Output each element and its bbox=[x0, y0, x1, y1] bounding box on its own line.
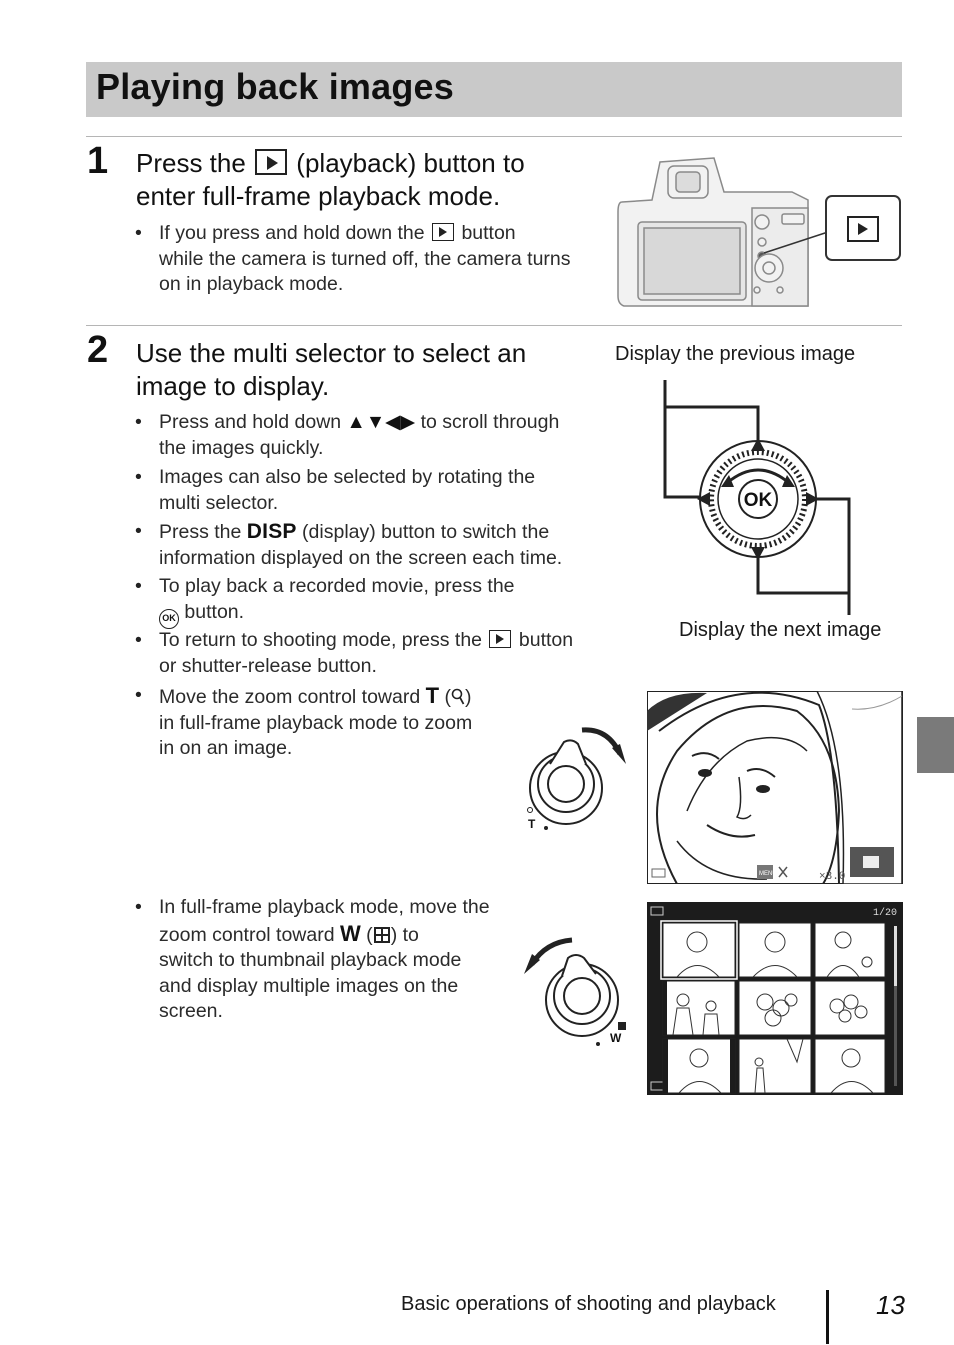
step2-bullet-return bbox=[159, 628, 599, 679]
page-title: Playing back images bbox=[96, 66, 454, 107]
thumbnail-grid-icon bbox=[373, 926, 391, 944]
tele-t-label: T bbox=[425, 683, 440, 708]
step1-bullet bbox=[159, 221, 599, 298]
playback-icon bbox=[432, 223, 454, 241]
image-counter: 1/20 bbox=[873, 908, 898, 919]
zoom-lever-wide-illustration bbox=[520, 932, 630, 1050]
step1-heading bbox=[136, 147, 525, 213]
b7-line5: screen. bbox=[159, 1000, 223, 1022]
b7-line3: switch to thumbnail playback mode bbox=[159, 949, 462, 971]
b7-part2: to bbox=[402, 923, 419, 946]
b3-part2: (display) button to switch the bbox=[302, 521, 550, 543]
b7-part1: zoom control toward bbox=[159, 923, 335, 946]
b2-line2: multi selector. bbox=[159, 491, 279, 514]
footer-divider bbox=[826, 1290, 829, 1344]
zoom-lever-tele-illustration bbox=[520, 718, 630, 836]
b6-part1: Move the zoom control toward bbox=[159, 686, 421, 708]
b1-part2: to scroll through bbox=[420, 411, 560, 433]
b6-line2: in full-frame playback mode to zoom bbox=[159, 711, 473, 734]
b3-line2: information displayed on the screen each time. bbox=[159, 546, 563, 569]
b7-line1: In full-frame playback mode, move the bbox=[159, 896, 490, 918]
step2-bullet-disp bbox=[159, 519, 599, 571]
b1-part1: Press and hold down bbox=[159, 411, 342, 433]
thumbnail-playback-screen bbox=[647, 902, 903, 1095]
b3-part1: Press the bbox=[159, 521, 242, 543]
step2-bullet-scroll bbox=[159, 410, 599, 461]
step2-bullet-zoom-in: • Move the zoom control toward T ( ) in full-frame playback mode to zoom in on an image. bbox=[159, 683, 519, 762]
page-number: 13 bbox=[876, 1290, 905, 1320]
step2-bullet-movie bbox=[159, 574, 599, 629]
step2-number: 2 bbox=[87, 329, 109, 371]
divider-step2 bbox=[86, 325, 902, 326]
divider-step1 bbox=[86, 136, 902, 137]
zoom-value: ×3.0 bbox=[819, 871, 846, 883]
ok-button-label: OK bbox=[743, 490, 773, 511]
multi-selector-diagram bbox=[655, 375, 865, 620]
step1-bullet-part1: If you press and hold down the bbox=[159, 222, 425, 244]
b5-part2: button bbox=[518, 629, 574, 651]
b2-line1: Images can also be selected by rotating the bbox=[159, 466, 536, 488]
caption-next-image: Display the next image bbox=[679, 619, 882, 641]
footer-section-title: Basic operations of shooting and playback bbox=[401, 1293, 776, 1315]
step2-heading-line1: Use the multi selector to select an bbox=[136, 338, 527, 368]
step1-bullet-line3: on in playback mode. bbox=[159, 273, 344, 295]
step1-heading-part2: (playback) button to bbox=[296, 148, 525, 178]
step1-bullet-line2: while the camera is turned off, the camera turns bbox=[159, 247, 571, 270]
step1-heading-part1: Press the bbox=[136, 148, 246, 178]
ok-button-icon: OK bbox=[159, 609, 179, 629]
step1-bullet-part2: button bbox=[461, 222, 516, 244]
zoomed-playback-screen bbox=[647, 691, 903, 884]
b6-line3: in on an image. bbox=[159, 737, 293, 759]
step2-heading bbox=[136, 337, 526, 403]
chapter-tab bbox=[917, 717, 954, 773]
b4-line2: button. bbox=[184, 600, 245, 623]
b5-part1: To return to shooting mode, press the bbox=[159, 629, 483, 651]
zoom-lever-t-label: T bbox=[528, 817, 536, 831]
step2-bullet-thumbnail: • In full-frame playback mode, move the zoom control toward W ( ) to switch to thumbnail playback mode and display multiple images on the screen. bbox=[159, 895, 519, 1025]
b7-line4: and display multiple images on the bbox=[159, 974, 459, 997]
playback-icon bbox=[255, 149, 287, 175]
b1-line2: the images quickly. bbox=[159, 436, 324, 459]
menu-label: MENU bbox=[759, 871, 777, 877]
wide-w-label: W bbox=[340, 920, 361, 946]
b5-line2: or shutter-release button. bbox=[159, 654, 377, 677]
step1-heading-line2: enter full-frame playback mode. bbox=[136, 181, 501, 211]
zoom-lever-w-label: W bbox=[610, 1031, 622, 1045]
step2-bullet-rotate bbox=[159, 465, 599, 516]
caption-previous-image: Display the previous image bbox=[615, 343, 856, 365]
playback-icon bbox=[489, 630, 511, 648]
disp-button-label: DISP bbox=[246, 520, 297, 543]
arrows-icon: ▲▼◀▶ bbox=[346, 411, 416, 433]
b4-line1: To play back a recorded movie, press the bbox=[159, 575, 515, 597]
step2-heading-line2: image to display. bbox=[136, 371, 330, 401]
step1-number: 1 bbox=[87, 140, 109, 182]
camera-illustration bbox=[612, 152, 906, 314]
magnify-icon bbox=[451, 688, 465, 706]
